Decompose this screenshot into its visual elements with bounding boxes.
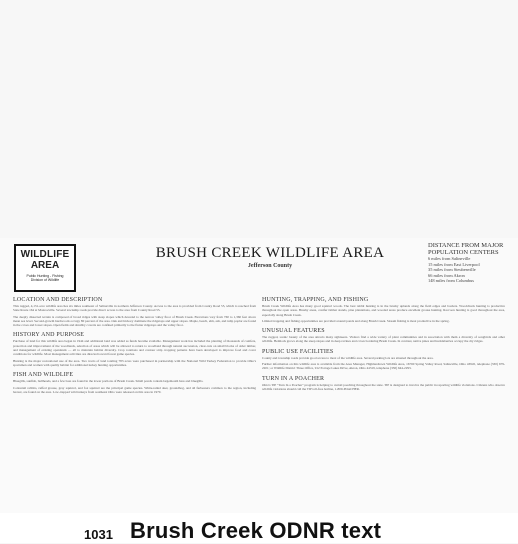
document-sheet (0, 238, 518, 513)
sign-line-4: Division of Wildlife (30, 278, 60, 282)
section-heading: HISTORY AND PURPOSE (13, 332, 85, 339)
blank-top-area (0, 0, 518, 238)
distance-heading: DISTANCE FROM MAJOR POPULATION CENTERS (428, 242, 504, 256)
county-subtitle: Jefferson County (247, 263, 293, 269)
distance-row: 35 miles from Steubenville (428, 267, 476, 273)
distance-row: 66 miles from Akron (428, 272, 465, 278)
caption-bar (0, 513, 518, 543)
section-turn-in-poacher (262, 375, 505, 392)
section-heading: FISH AND WILDLIFE (13, 372, 74, 379)
section-paragraph: Brush Creek Wildlife Area has many good squirrel woods. The best rabbit hunting is in the brushy uplands along the field edges and borders. Woodchuck hunting is productive throughout the open areas. Brushy areas, conifer timber stands, pine plantations, and wooded areas produce excellent grouse hunting. Raccoon hunting is good throughout the area, especially along Brush Creek. (262, 304, 505, 317)
section-paragraph: This rugged, 4,131-acre wildlife area lies six miles southeast of Salineville in northern Jefferson County. Access to the area is provided from County Road 55, which is reached from State Route 164 at Monroeville. Several township roads provide direct access to the area from County Road 55. (13, 304, 256, 313)
section-paragraph: Limited trapping and fishing opportunities are provided around ponds and along Brush Creek. Stream fishing is most productive in the spring. (262, 318, 450, 323)
distance-box (428, 242, 513, 284)
section-unusual-features (262, 327, 505, 344)
section-location (13, 296, 256, 327)
section-paragraph: The deeply dissected terrain is composed of broad ridges with steep slopes which descend to the narrow valley floor of Brush Creek. Elevations vary from 760 to 1,360 feet above mean sea level. Second-growth hardwoods occupy 80 percent of the area. Oak and hickory dominate the ridgetops and upper slopes. Maple, beech, elm, ash, and tulip poplar are found in the coves and lower slopes. Open fields and shrubby coverts are confined primarily to the flatter ridgetops and the valley floor. (13, 314, 256, 328)
section-heading: HUNTING, TRAPPING, AND FISHING (262, 297, 369, 303)
section-paragraph: Purchase of land for this wildlife area began in 1944 and additional land was added as funds became available. Management work has included the planting of thousands of conifers, protection and improvement of the woodlands, selection of areas which will be allowed to return to woodland through natural succession, clear-cuts on small blocks of older timber, and management of existing openlands — all to maintain habitat diversity. Crop rotations and contour strip cropping patterns have been developed to improve food and cover conditions for wildlife. Most management activities are directed toward forest game species. (13, 339, 256, 357)
section-history (13, 331, 256, 367)
distance-row: 15 miles from East Liverpool (428, 261, 480, 267)
right-column (262, 296, 505, 395)
sign-line-2: AREA (30, 260, 60, 271)
section-hunting (262, 296, 505, 323)
section-paragraph: County and township roads provide good access to most of the wildlife area. Several parking lots are situated throughout the area. (262, 355, 434, 360)
section-paragraph: The rugged, scenic beauty of the area attracts many sightseers. Visitors find a wide variety of plant communities and in association with them a diversity of songbirds and other wildlife. Hemlock grows along the steep slopes and in deep ravines and coves bordering Brush Creek. In contrast, native pines and huckleberries occupy the dry ridges. (262, 335, 505, 344)
distance-row: 6 miles from Salineville (428, 256, 471, 261)
caption-number: 1031 (84, 527, 113, 542)
section-heading: UNUSUAL FEATURES (262, 328, 325, 335)
section-paragraph: Bluegills, sunfish, bullheads, and a few bass are found in the lower portions of Brush Creek. Small ponds contain largemouth bass and bluegills. (13, 379, 204, 384)
sign-line-3: Public Hunting - Fishing (26, 274, 64, 278)
left-column (13, 296, 256, 398)
section-paragraph: Further information on this wildlife area is available from the Area Manager, Highlandtown Wildlife Area, 16760 Spring Valley Road, Salineville, Ohio 43945, telephone (330) 679-2201; or Wildlife District Three Office, 912 Portage Lakes Drive, Akron, Ohio 44319, telephone (330) 644-2293. (262, 362, 505, 371)
caption-text: Brush Creek ODNR text (130, 518, 382, 543)
section-heading: LOCATION AND DESCRIPTION (13, 297, 103, 303)
section-paragraph: Ohio's TIP "Turn In a Poacher" program is helping to curtail poaching throughout the state. TIP is designed to involve the public in reporting wildlife violations. Citizens who observe wildlife violations should call the TIP toll-free hotline, 1-800-POACHER. (262, 382, 505, 391)
document-title: BRUSH CREEK WILDLIFE AREA (155, 245, 385, 261)
section-heading: TURN IN A POACHER (262, 375, 325, 382)
section-paragraph: Cottontail rabbits, ruffed grouse, gray squirrel, and fox squirrel are the principal game species. White-tailed deer, groundhog, and all furbearers common to the region, including beaver, are found on the area. Low-trapped wild turkeys from southeast Ohio were released on this area in 1970. (13, 385, 256, 394)
sign-line-1: WILDLIFE (20, 249, 70, 260)
section-fish-wildlife (13, 371, 256, 394)
section-paragraph: Hunting is the major recreational use of the area. Two tracts of land totaling 783 acres were purchased in partnership with the National Wild Turkey Federation to provide Ohio's sportsmen and women with quality habitat for additional turkey hunting opportunities. (13, 358, 256, 367)
wildlife-area-sign-logo (14, 244, 76, 292)
distance-row: 148 miles from Columbus (428, 278, 474, 284)
section-heading: PUBLIC USE FACILITIES (262, 348, 334, 355)
section-public-use (262, 348, 505, 371)
